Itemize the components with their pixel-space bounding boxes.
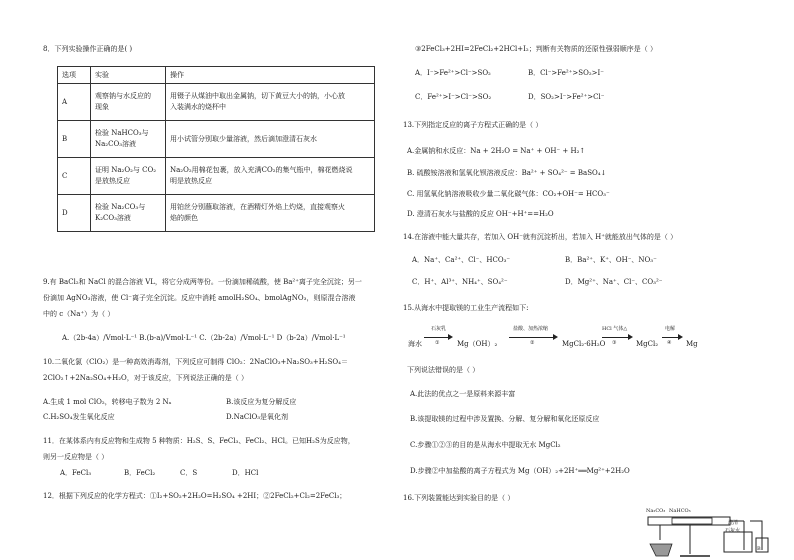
- q14-option-a: A．Na⁺、Ca²⁺、Cl⁻、HCO₃⁻: [412, 256, 511, 264]
- q12-option-c: C．Fe²⁺>I⁻>Cl⁻>SO₂: [415, 93, 492, 101]
- table-row: [58, 158, 375, 195]
- q14-option-c: C．H⁺、Al³⁺、NH₄⁺、SO₄²⁻: [412, 278, 508, 286]
- q13-option-c: C. 用氢氧化钠溶液吸收少量二氧化碳气体：CO₂+OH⁻= HCO₃⁻: [407, 190, 610, 198]
- table-row: [58, 195, 375, 232]
- cell-line: 是放热反应: [95, 177, 130, 185]
- flow-product-1: Mg（OH）₂: [457, 340, 498, 348]
- q9-line-1: 9.有 BaCl₂和 NaCl 的混合溶液 VL，将它分成两等份。一份滴加稀硫酸，使 Ba²⁺离子完全沉淀；另一: [43, 278, 362, 286]
- table-header-option: 选项: [58, 67, 91, 84]
- arrow-right-icon: [678, 334, 683, 340]
- q12-option-d: D．SO₂>I⁻>Fe²⁺>Cl⁻: [528, 93, 605, 101]
- cell-line: 观察钠与水反应的: [95, 92, 151, 100]
- q10-option-d: D.NaClO₃是氧化剂: [226, 413, 289, 421]
- label-b: B: [757, 546, 761, 552]
- q10-option-b: B.该反应为复分解反应: [226, 398, 297, 406]
- q14-option-b: B．Ba²⁺、K⁺、OH⁻、NO₃⁻: [565, 256, 657, 264]
- label-clear: 澄清: [728, 520, 739, 526]
- flow-step-4: ④: [667, 340, 672, 346]
- cell-line: 现象: [95, 103, 109, 111]
- cell-line: Na₂O₂用棉花包裹，放入充满CO₂的集气瓶中，棉花燃烧说: [170, 166, 353, 174]
- arrow-right-icon: [553, 334, 558, 340]
- flow-step-3: ③: [612, 340, 617, 346]
- row-operation: [166, 84, 375, 121]
- flow-product-2: MgCl₂·6H₂O: [562, 340, 606, 348]
- q10-line-1: 10.二氧化氯（ClO₂）是一种高效消毒剂，下列反应可制得 ClO₂：2NaClO₃+Na₂SO₃+H₂SO₄＝: [43, 358, 348, 366]
- apparatus-diagram-icon: [640, 514, 770, 558]
- cell-line: Na₂CO₃溶液: [95, 140, 137, 148]
- cell-line: 入装满水的烧杯中: [170, 103, 226, 111]
- q9-line-2: 份滴加 AgNO₃溶液，使 Cl⁻离子完全沉淀。反应中消耗 amolH₂SO₄、bmolAgNO₃，则原混合溶液: [43, 294, 356, 302]
- label-nahco3: NaHCO₃: [669, 508, 691, 514]
- q8-table: [57, 66, 375, 232]
- table-header-experiment: 实验: [91, 67, 166, 84]
- row-operation: [166, 158, 375, 195]
- flow-product-3: MgCl₂: [636, 340, 659, 348]
- q12-option-b: B．Cl⁻>Fe²⁺>SO₂>I⁻: [528, 69, 604, 77]
- q14-option-d: D．Mg²⁺、Na⁺、Cl⁻、CO₃²⁻: [565, 278, 663, 286]
- q8-stem: 8．下列实验操作正确的是( ): [43, 45, 133, 53]
- label-limewater: 石灰水: [725, 528, 741, 534]
- q9-line-3: 中的 c（Na⁺）为（ ）: [43, 310, 115, 318]
- flow-label-3: HCl 气体△: [602, 326, 628, 332]
- flow-label-1: 石灰乳: [431, 326, 447, 332]
- q11-option-a: A．FeCl₃: [60, 469, 92, 477]
- cell-line: 证明 Na₂O₂与 CO₂: [95, 166, 157, 174]
- q10-option-a: A.生成 1 mol ClO₂，转移电子数为 2 Nₐ: [43, 398, 172, 406]
- row-experiment: [91, 84, 166, 121]
- cell-line: 焰的颜色: [170, 214, 198, 222]
- table-row: [58, 84, 375, 121]
- q11-option-c: C．S: [180, 469, 198, 477]
- cell-line: 用铂丝分别蘸取溶液，在酒精灯外焰上灼烧，直接观察火: [170, 203, 345, 211]
- q14-stem: 14.在溶液中能大量共存，若加入 OH⁻就有沉淀析出，若加入 H⁺就能放出气体的是（ ）: [403, 233, 678, 241]
- q13-option-b: B. 硫酸铵溶液和氢氧化钡溶液反应：Ba²⁺ + SO₄²⁻ = BaSO₄↓: [407, 169, 607, 177]
- q9-options: A.（2b-4a）/Vmol·L⁻¹ B.(b-a)/Vmol·L⁻¹ C.（2b-2a）/Vmol·L⁻¹ D（b-2a）/Vmol·L⁻¹: [62, 334, 346, 342]
- q11-option-b: B．FeCl₂: [124, 469, 156, 477]
- q15-option-d: D.步骤②中加盐酸的离子方程式为 Mg（OH）₂+2H⁺══Mg²⁺+2H₂O: [410, 467, 630, 475]
- q15-sub: 下列说法错误的是（ ）: [407, 366, 480, 374]
- flow-product-4: Mg: [686, 340, 698, 348]
- q13-option-a: A.金属钠和水反应：Na + 2H₂O = Na⁺ + OH⁻ + H₂↑: [407, 147, 586, 155]
- q15-option-b: B.该提取镁的过程中涉及置换、分解、复分解和氧化还原反应: [410, 415, 600, 423]
- flow-step-1: ①: [435, 340, 440, 346]
- q11-line-2: 则另一反应物是（ ）: [43, 453, 109, 461]
- q12-line: 12．根据下列反应的化学方程式：①I₂+SO₂+2H₂O=H₂SO₄ +2HI；②2FeCl₂+Cl₂=2FeCl₃；: [43, 492, 347, 500]
- q11-option-d: D．HCl: [232, 469, 259, 477]
- flow-step-2: ②: [530, 340, 535, 346]
- row-experiment: [91, 195, 166, 232]
- cell-line: 检验 Na₂CO₃与: [95, 203, 146, 211]
- cell-line: 检验 NaHCO₃与: [95, 129, 149, 137]
- arrow-right-icon: [628, 334, 633, 340]
- table-header-row: [58, 67, 375, 84]
- row-experiment: [91, 158, 166, 195]
- row-option: D: [58, 195, 91, 232]
- flow-arrow-line-1: [424, 337, 448, 338]
- flow-arrow-line-3: [602, 337, 628, 338]
- q13-option-d: D. 澄清石灰水与盐酸的反应 OH⁻+H⁺==H₂O: [407, 210, 554, 218]
- arrow-right-icon: [448, 334, 453, 340]
- q11-line-1: 11．在某体系内有反应物和生成物 5 种物质：H₂S、S、FeCl₃、FeCl₂、HCl。已知H₂S为反应物，: [43, 437, 355, 445]
- q13-stem: 13.下列指定反应的离子方程式正确的是（ ）: [403, 121, 543, 129]
- q15-stem: 15.从海水中提取镁的工业生产流程如下:: [403, 304, 529, 312]
- row-option: A: [58, 84, 91, 121]
- row-option: B: [58, 121, 91, 158]
- flow-arrow-line-4: [662, 337, 678, 338]
- q15-option-c: C.步骤①②③的目的是从海水中提取无水 MgCl₂: [410, 441, 561, 449]
- table-row: [58, 121, 375, 158]
- cell-line: 用镊子从煤油中取出金属钠，切下黄豆大小的钠，小心放: [170, 92, 345, 100]
- flow-label-4: 电解: [665, 326, 676, 332]
- row-option: C: [58, 158, 91, 195]
- flow-start: 海水: [408, 340, 422, 348]
- row-experiment: [91, 121, 166, 158]
- flow-arrow-line-2: [509, 337, 553, 338]
- q12-cont-line: ③2FeCl₃+2HI=2FeCl₂+2HCl+I₂；判断有关物质的还原性强弱顺序是（ ）: [415, 45, 657, 53]
- label-na2co3: Na₂CO₃: [646, 508, 666, 514]
- row-operation: [166, 195, 375, 232]
- flow-label-2: 盐酸、加热浓缩: [513, 326, 549, 332]
- q15-option-a: A.此法的优点之一是原料来源丰富: [410, 390, 516, 398]
- row-operation: [166, 121, 375, 158]
- cell-line: 明是放热反应: [170, 177, 212, 185]
- q16-stem: 16.下列装置能达到实验目的是（ ）: [403, 494, 515, 502]
- q10-option-c: C.H₂SO₄发生氧化反应: [43, 413, 115, 421]
- cell-line: 用小试管分别取少量溶液，然后滴加澄清石灰水: [170, 134, 317, 143]
- table-header-operation: 操作: [166, 67, 375, 84]
- cell-line: K₂CO₃溶液: [95, 214, 131, 222]
- q10-line-2: 2ClO₂↑+2Na₂SO₄+H₂O，对于该反应，下列说法正确的是（ ）: [43, 374, 248, 382]
- q12-option-a: A．I⁻>Fe²⁺>Cl⁻>SO₂: [415, 69, 491, 77]
